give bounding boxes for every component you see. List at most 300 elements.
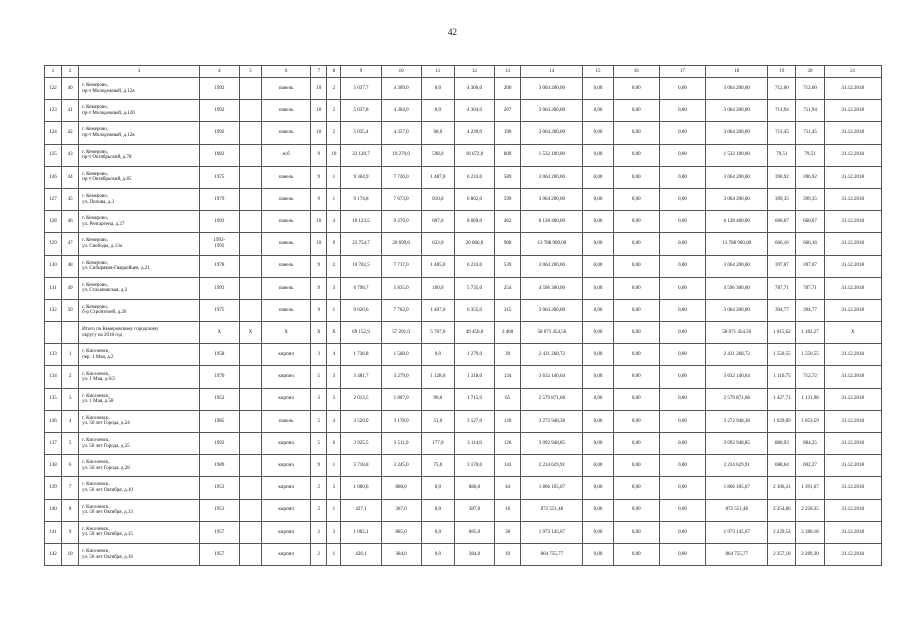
address-line: ул. 1 Мая, д.6/2 bbox=[82, 377, 115, 383]
table-cell: 0,00 bbox=[583, 78, 613, 100]
column-header: 11 bbox=[421, 66, 454, 78]
table-cell: 0,00 bbox=[583, 499, 613, 521]
table-cell: 190 bbox=[495, 122, 521, 144]
table-cell: 46 bbox=[62, 211, 79, 233]
table-cell: 3 064 200,00 bbox=[706, 100, 768, 122]
table-cell: 2 013,5 bbox=[341, 388, 381, 410]
table-cell: 1 973 145,67 bbox=[521, 521, 583, 543]
table-cell: 31.12.2018 bbox=[824, 78, 881, 100]
table-cell: 42 bbox=[62, 122, 79, 144]
table-cell: 880,93 bbox=[768, 433, 796, 455]
table-cell: 1 532 100,00 bbox=[521, 144, 583, 166]
table-cell bbox=[239, 100, 261, 122]
address-line: г. Киселевск, bbox=[82, 460, 110, 466]
address-cell bbox=[79, 322, 200, 344]
table-cell: 0,00 bbox=[613, 188, 659, 210]
total-row bbox=[45, 322, 882, 344]
table-cell: 31.12.2018 bbox=[824, 299, 881, 321]
table-cell: 1 bbox=[327, 499, 341, 521]
table-cell: 7 720,0 bbox=[381, 166, 421, 188]
table-cell: 100,0 bbox=[421, 277, 454, 299]
table-cell: 7 762,0 bbox=[381, 299, 421, 321]
table-cell: 666,16 bbox=[796, 233, 824, 255]
table-cell: 0,00 bbox=[613, 477, 659, 499]
table-cell: 1 110,75 bbox=[768, 366, 796, 388]
table-cell: 0,00 bbox=[613, 410, 659, 432]
table-cell: 1975 bbox=[199, 166, 239, 188]
address-line: ул. 50 лет Октября, д.13 bbox=[82, 510, 133, 516]
table-cell: 1992- 1993 bbox=[199, 233, 239, 255]
address-cell bbox=[79, 100, 200, 122]
address-cell bbox=[79, 299, 200, 321]
address-line: г. Киселевск, bbox=[82, 415, 110, 421]
column-header: 16 bbox=[613, 66, 659, 78]
table-cell: 0,00 bbox=[613, 100, 659, 122]
table-cell: 43 bbox=[62, 144, 79, 166]
table-row bbox=[45, 277, 882, 299]
table-cell: 140 bbox=[45, 499, 62, 521]
table-cell: 885,0 bbox=[454, 521, 494, 543]
address-cell bbox=[79, 388, 200, 410]
table-cell: 3 064 200,00 bbox=[706, 299, 768, 321]
table-cell: 1 568,0 bbox=[381, 344, 421, 366]
address-line: г. Киселевск, bbox=[82, 549, 110, 555]
table-cell: 10 bbox=[311, 211, 327, 233]
table-cell: 6 128 400,00 bbox=[521, 211, 583, 233]
address-line: г. Кемерово, bbox=[82, 216, 108, 222]
table-cell: 5 035,4 bbox=[341, 122, 381, 144]
table-cell: панель bbox=[262, 100, 311, 122]
address-line: ул. Попова, д.3 bbox=[82, 199, 115, 205]
table-cell: 711,94 bbox=[796, 100, 824, 122]
table-cell: 31.12.2018 bbox=[824, 100, 881, 122]
table-cell: 598,0 bbox=[421, 144, 454, 166]
table-cell: 810,0 bbox=[421, 188, 454, 210]
table-cell: X bbox=[311, 322, 327, 344]
table-cell: 49 450,0 bbox=[454, 322, 494, 344]
table-cell: панель bbox=[262, 299, 311, 321]
table-cell: X bbox=[327, 322, 341, 344]
table-cell: 711,94 bbox=[768, 100, 796, 122]
table-cell: панель bbox=[262, 277, 311, 299]
table-cell bbox=[239, 166, 261, 188]
table-cell: 0,00 bbox=[583, 366, 613, 388]
table-cell: 0,00 bbox=[659, 521, 705, 543]
table-row bbox=[45, 499, 882, 521]
table-cell: 0,00 bbox=[583, 233, 613, 255]
table-cell: 9 174,8 bbox=[341, 188, 381, 210]
table-cell: 0,00 bbox=[583, 477, 613, 499]
table-cell: 44 bbox=[62, 166, 79, 188]
table-cell: X bbox=[824, 322, 881, 344]
table-cell: 9 bbox=[327, 233, 341, 255]
table-cell: 0,00 bbox=[659, 410, 705, 432]
table-cell: 0,00 bbox=[613, 499, 659, 521]
table-cell: 0,00 bbox=[613, 433, 659, 455]
table-cell bbox=[239, 543, 261, 565]
address-line: ул. Стахановская, д.2 bbox=[82, 288, 128, 294]
table-cell: 3 bbox=[311, 344, 327, 366]
table-cell: панель bbox=[262, 166, 311, 188]
table-cell: 387,0 bbox=[381, 499, 421, 521]
table-cell: 1993 bbox=[199, 211, 239, 233]
table-cell: 58 071 454,56 bbox=[706, 322, 768, 344]
table-cell: 1975 bbox=[199, 299, 239, 321]
table-cell: 1 487,0 bbox=[421, 166, 454, 188]
table-cell: 0,00 bbox=[583, 144, 613, 166]
table-cell: 0,00 bbox=[613, 166, 659, 188]
column-header: 3 bbox=[79, 66, 200, 78]
table-cell: 0,00 bbox=[613, 211, 659, 233]
table-cell bbox=[239, 299, 261, 321]
table-row bbox=[45, 233, 882, 255]
table-cell: 2 bbox=[327, 78, 341, 100]
table-cell: 1 bbox=[327, 455, 341, 477]
table-cell: 57 201,0 bbox=[381, 322, 421, 344]
table-cell: 1 bbox=[62, 344, 79, 366]
table-cell: 3 092 948,85 bbox=[521, 433, 583, 455]
table-cell: 2 579 871,68 bbox=[706, 388, 768, 410]
table-cell: 0,00 bbox=[659, 299, 705, 321]
table-cell: 5 037,8 bbox=[341, 100, 381, 122]
table-cell: 40 bbox=[62, 78, 79, 100]
table-cell: 3 511,0 bbox=[381, 433, 421, 455]
address-line: ул. 1 Мая, д.58 bbox=[82, 399, 114, 405]
column-header: 7 bbox=[311, 66, 327, 78]
table-cell: 4 596 300,00 bbox=[521, 277, 583, 299]
table-row bbox=[45, 543, 882, 565]
table-cell: 6 bbox=[62, 455, 79, 477]
table-cell: 9 bbox=[311, 144, 327, 166]
table-cell: 19 270,0 bbox=[381, 144, 421, 166]
table-cell: 872 551,48 bbox=[706, 499, 768, 521]
table-cell: 1989 bbox=[199, 455, 239, 477]
table-cell: кирпич bbox=[262, 344, 311, 366]
table-cell: 3 064 200,00 bbox=[706, 166, 768, 188]
table-cell: 139 bbox=[45, 477, 62, 499]
table-cell: 399,35 bbox=[796, 188, 824, 210]
table-cell: 660,67 bbox=[768, 211, 796, 233]
table-cell: 129 bbox=[45, 233, 62, 255]
table-cell: 633,0 bbox=[421, 233, 454, 255]
table-row bbox=[45, 366, 882, 388]
table-cell: 3 064 200,00 bbox=[521, 255, 583, 277]
table-cell: 10 bbox=[311, 78, 327, 100]
table-cell: 2 bbox=[311, 499, 327, 521]
table-cell: 1 532 100,00 bbox=[706, 144, 768, 166]
table-cell: 0,00 bbox=[613, 233, 659, 255]
table-cell: 787,71 bbox=[796, 277, 824, 299]
table-cell: 124 bbox=[45, 122, 62, 144]
address-line: г. Кемерово, bbox=[82, 194, 108, 200]
table-cell: 886,0 bbox=[454, 477, 494, 499]
table-cell: 1957 bbox=[199, 521, 239, 543]
table-cell: 0,0 bbox=[421, 477, 454, 499]
table-cell: 10 bbox=[311, 100, 327, 122]
table-row bbox=[45, 455, 882, 477]
column-header: 9 bbox=[341, 66, 381, 78]
table-cell: 9 020,6 bbox=[341, 299, 381, 321]
table-cell: 38 bbox=[495, 521, 521, 543]
table-row bbox=[45, 433, 882, 455]
table-cell: 1 407,0 bbox=[421, 299, 454, 321]
table-cell: 9 bbox=[311, 166, 327, 188]
table-cell: 0,0 bbox=[421, 543, 454, 565]
table-cell bbox=[239, 388, 261, 410]
table-cell: 1970 bbox=[199, 366, 239, 388]
table-cell: 125 bbox=[45, 144, 62, 166]
table-cell: 9 bbox=[62, 521, 79, 543]
table-cell: кирпич bbox=[262, 433, 311, 455]
table-cell: 134 bbox=[495, 366, 521, 388]
table-cell: 142 bbox=[45, 543, 62, 565]
table-cell: 1985 bbox=[199, 410, 239, 432]
table-cell: 2 bbox=[327, 255, 341, 277]
table-cell: 384,0 bbox=[454, 543, 494, 565]
table-cell: панель bbox=[262, 233, 311, 255]
table-cell: 8 bbox=[62, 499, 79, 521]
table-cell: 2 180,18 bbox=[796, 521, 824, 543]
address-cell bbox=[79, 144, 200, 166]
table-cell: 0,00 bbox=[613, 299, 659, 321]
table-cell: 0,00 bbox=[583, 255, 613, 277]
table-cell: 1 973 145,67 bbox=[706, 521, 768, 543]
table-cell: 0,00 bbox=[659, 344, 705, 366]
table-cell: 426,1 bbox=[341, 543, 381, 565]
table-cell bbox=[239, 521, 261, 543]
address-cell bbox=[79, 188, 200, 210]
table-cell bbox=[239, 344, 261, 366]
table-cell: 4 304,0 bbox=[381, 100, 421, 122]
address-cell bbox=[79, 433, 200, 455]
table-cell: 31.12.2018 bbox=[824, 344, 881, 366]
table-cell: панель bbox=[262, 255, 311, 277]
table-cell: 4 596 300,00 bbox=[706, 277, 768, 299]
table-cell bbox=[45, 322, 62, 344]
table-cell: 0,00 bbox=[613, 144, 659, 166]
address-line: б-р Строителей, д.26 bbox=[82, 310, 127, 316]
table-cell: 31.12.2018 bbox=[824, 144, 881, 166]
table-cell: 1 bbox=[327, 188, 341, 210]
table-cell: 3 bbox=[62, 388, 79, 410]
table-cell: 315 bbox=[495, 299, 521, 321]
table-cell: 666,16 bbox=[768, 233, 796, 255]
table-cell: 1 015,62 bbox=[768, 322, 796, 344]
table-cell: 885,0 bbox=[381, 521, 421, 543]
table-cell: 0,00 bbox=[659, 366, 705, 388]
table-cell: 3 064 200,00 bbox=[706, 188, 768, 210]
table-cell bbox=[239, 433, 261, 455]
table-cell: 462 bbox=[495, 211, 521, 233]
table-cell: 1957 bbox=[199, 543, 239, 565]
table-cell: 65 bbox=[495, 388, 521, 410]
column-header: 21 bbox=[824, 66, 881, 78]
address-cell bbox=[79, 455, 200, 477]
table-cell: 3 064 200,00 bbox=[521, 78, 583, 100]
table-cell bbox=[239, 211, 261, 233]
table-cell: 2 289,30 bbox=[796, 543, 824, 565]
table-cell: 0,00 bbox=[613, 344, 659, 366]
address-cell bbox=[79, 366, 200, 388]
table-cell: 0,00 bbox=[659, 388, 705, 410]
table-cell: 48 bbox=[62, 255, 79, 277]
table-cell: 90,0 bbox=[421, 388, 454, 410]
address-line: г. Киселевск, bbox=[82, 438, 110, 444]
table-cell: 128 bbox=[45, 211, 62, 233]
table-cell: 599 bbox=[495, 188, 521, 210]
table-cell: 0,0 bbox=[421, 499, 454, 521]
table-cell: 1978 bbox=[199, 255, 239, 277]
table-cell: 1993 bbox=[199, 277, 239, 299]
table-row bbox=[45, 521, 882, 543]
table-cell: 3 064 200,00 bbox=[521, 188, 583, 210]
table-cell: 1 131,98 bbox=[796, 388, 824, 410]
table-cell: 1 128,0 bbox=[421, 366, 454, 388]
table-cell: 3 064 200,00 bbox=[521, 299, 583, 321]
table-cell: 5 bbox=[311, 433, 327, 455]
table-cell: 120 bbox=[495, 410, 521, 432]
table-cell: 20 066,0 bbox=[454, 233, 494, 255]
table-cell: 1 866 105,67 bbox=[706, 477, 768, 499]
table-row bbox=[45, 255, 882, 277]
table-cell: 18 672,0 bbox=[454, 144, 494, 166]
table-cell: 5 037,7 bbox=[341, 78, 381, 100]
table-cell: 19 bbox=[495, 543, 521, 565]
table-cell: 5 767,0 bbox=[421, 322, 454, 344]
table-cell: 3 bbox=[327, 366, 341, 388]
table-cell: 3 114,0 bbox=[454, 433, 494, 455]
table-cell: 49 bbox=[62, 277, 79, 299]
table-cell: 4 239,0 bbox=[454, 122, 494, 144]
column-header: 15 bbox=[583, 66, 613, 78]
table-cell: 132 bbox=[45, 299, 62, 321]
table-cell: 1982 bbox=[199, 144, 239, 166]
address-line: г. Киселевск, bbox=[82, 371, 110, 377]
table-cell: 0,00 bbox=[613, 322, 659, 344]
table-cell: 45 bbox=[62, 188, 79, 210]
address-cell bbox=[79, 521, 200, 543]
table-cell: 864 755,77 bbox=[706, 543, 768, 565]
table-cell: кирпич bbox=[262, 477, 311, 499]
column-header: 2 bbox=[62, 66, 79, 78]
table-cell: 0,00 bbox=[583, 188, 613, 210]
table-cell: 41 bbox=[62, 100, 79, 122]
table-cell: 8 669,0 bbox=[454, 211, 494, 233]
table-cell: 0,00 bbox=[659, 455, 705, 477]
table-cell: 1 279,0 bbox=[454, 344, 494, 366]
address-cell bbox=[79, 499, 200, 521]
table-row bbox=[45, 410, 882, 432]
address-line: ул. Ренгартена, д.27 bbox=[82, 221, 125, 227]
table-cell: 0,00 bbox=[659, 78, 705, 100]
address-line: г. Киселевск, bbox=[82, 482, 110, 488]
table-cell: 16 bbox=[495, 499, 521, 521]
address-cell bbox=[79, 122, 200, 144]
table-cell: 2 460 bbox=[495, 322, 521, 344]
table-cell: 9 bbox=[311, 299, 327, 321]
table-row bbox=[45, 78, 882, 100]
table-cell: 31.12.2018 bbox=[824, 521, 881, 543]
table-cell: 207 bbox=[495, 100, 521, 122]
table-cell: 0,00 bbox=[583, 543, 613, 565]
table-cell: 9 276,0 bbox=[381, 211, 421, 233]
table-row bbox=[45, 388, 882, 410]
table-cell bbox=[239, 410, 261, 432]
table-cell: 31.12.2018 bbox=[824, 477, 881, 499]
table-cell: 6 233,0 bbox=[454, 166, 494, 188]
table-cell: 0,00 bbox=[613, 122, 659, 144]
table-cell: 6 798,7 bbox=[341, 277, 381, 299]
table-cell: 387,0 bbox=[454, 499, 494, 521]
address-cell bbox=[79, 233, 200, 255]
table-cell: 1958 bbox=[199, 344, 239, 366]
table-cell: 3 064 200,00 bbox=[706, 255, 768, 277]
table-cell: 872 551,48 bbox=[521, 499, 583, 521]
table-cell: 9 bbox=[311, 255, 327, 277]
table-cell: 1 000,6 bbox=[341, 477, 381, 499]
table-cell: 2 579 871,68 bbox=[521, 388, 583, 410]
table-cell: 6 bbox=[327, 433, 341, 455]
table-cell: 23 754,7 bbox=[341, 233, 381, 255]
table-cell: 0,00 bbox=[659, 100, 705, 122]
table-cell: 3 bbox=[327, 277, 341, 299]
table-cell bbox=[239, 144, 261, 166]
table-cell: 3 632 140,64 bbox=[521, 366, 583, 388]
table-cell: 44 bbox=[495, 477, 521, 499]
table-row bbox=[45, 166, 882, 188]
table-cell: 3 632 140,64 bbox=[706, 366, 768, 388]
table-cell: 1 715,0 bbox=[454, 388, 494, 410]
table-cell: 31.12.2018 bbox=[824, 255, 881, 277]
table-cell: 2 106,21 bbox=[768, 477, 796, 499]
table-cell: 47 bbox=[62, 233, 79, 255]
table-cell: 396,92 bbox=[768, 166, 796, 188]
address-line: г. Кемерово, bbox=[82, 238, 108, 244]
table-cell: 69 152,9 bbox=[341, 322, 381, 344]
table-cell: 68,0 bbox=[421, 122, 454, 144]
address-cell bbox=[79, 166, 200, 188]
table-cell: 0,00 bbox=[583, 455, 613, 477]
table-cell bbox=[239, 499, 261, 521]
table-cell: 10 bbox=[311, 233, 327, 255]
table-cell: 141 bbox=[45, 521, 62, 543]
table-cell: 0,00 bbox=[659, 166, 705, 188]
table-cell: 1 391,67 bbox=[796, 477, 824, 499]
table-cell: 1 318,0 bbox=[454, 366, 494, 388]
table-cell: 3 064 200,00 bbox=[521, 122, 583, 144]
table-cell: 0,00 bbox=[659, 543, 705, 565]
table-cell: 712,72 bbox=[796, 366, 824, 388]
address-line: г. Кемерово, bbox=[82, 149, 108, 155]
table-cell: 2 bbox=[327, 122, 341, 144]
table-cell: 3 092 948,85 bbox=[706, 433, 768, 455]
table-cell: 1 002,1 bbox=[341, 521, 381, 543]
table-cell: 79,51 bbox=[768, 144, 796, 166]
table-cell: 3 481,7 bbox=[341, 366, 381, 388]
table-cell: кирпич bbox=[262, 366, 311, 388]
table-cell: 126 bbox=[45, 166, 62, 188]
table-cell: 5 835,0 bbox=[381, 277, 421, 299]
table-cell: 2 234 629,91 bbox=[521, 455, 583, 477]
table-cell: 3 272 948,38 bbox=[706, 410, 768, 432]
table-cell: 31.12.2018 bbox=[824, 543, 881, 565]
table-cell: 10 bbox=[62, 543, 79, 565]
address-line: пр-т Молодежный, д.12в bbox=[82, 132, 135, 138]
table-cell: 3 925,5 bbox=[341, 433, 381, 455]
table-cell: 0,00 bbox=[659, 255, 705, 277]
table-cell: 0,00 bbox=[583, 521, 613, 543]
address-line: г. Кемерово, bbox=[82, 260, 108, 266]
